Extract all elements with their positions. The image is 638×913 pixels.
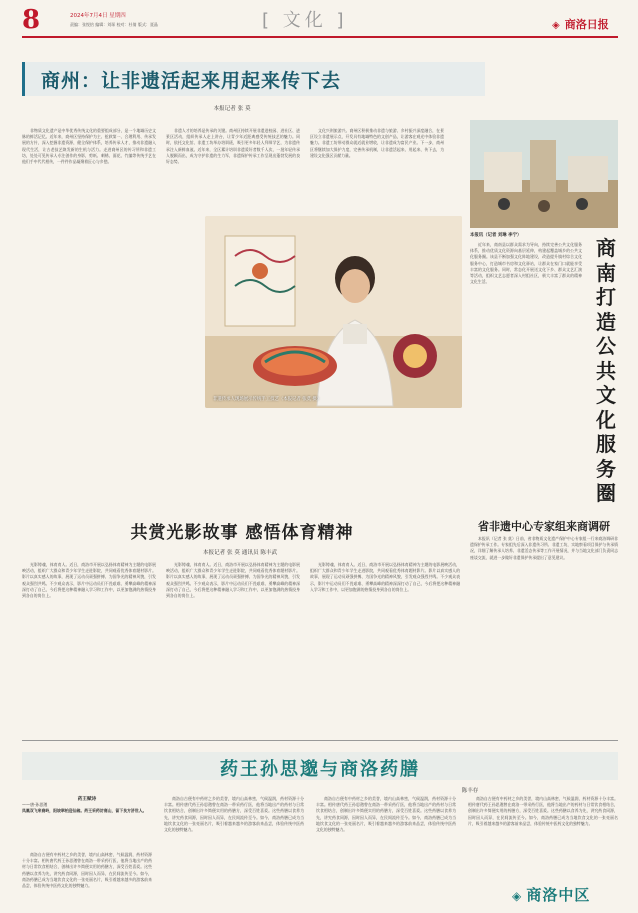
paragraph: 文化兴则旅游兴。商州区积极推动非遗与旅游、乡村振兴深度融合，在景区设立非遗展示点，开发具有地域特色的文创产品，让游客在观光中体验非遗魅力。非遗工坊带动群众就近就业增收，让非遗成为富民产业。下一步，商州区将继续加大保护力度，完善传承机制，让非遗活起来、用起来、传下去，为建设文化强区贡献力量。	[310, 128, 444, 158]
divider-rule	[22, 740, 618, 741]
third-text-col2	[164, 796, 304, 908]
second-text-col3	[310, 562, 460, 708]
poem-subtitle: ——唐·孙思邈	[22, 802, 48, 807]
second-text-col1	[22, 562, 156, 708]
poem-title: 药王赋诗	[77, 797, 97, 802]
third-text-col1	[22, 852, 152, 908]
main-text-col1	[22, 128, 156, 392]
paragraph: 光影铸魂，体育育人。近日，商洛市开展以弘扬体育精神为主题的电影展映活动，组织广大群众和青少年学生走进影院，共同观看优秀体育题材影片。影片以真实感人的故事，展现了运动员顽强拼搏、为国争光的精神风貌，引发观众强烈共鸣。不少观众表示，影片中运动员们不畏艰难、勇攀高峰的精神深深打动了自己，今后将把这种精神融入学习和工作中，以更加饱满的热情投身到各自的岗位上。	[310, 562, 460, 592]
main-photo	[205, 216, 462, 408]
main-title-banner	[22, 62, 485, 96]
poem-box	[22, 796, 152, 852]
paragraph: 本报讯（记者 张 莫）日前，省非物质文化遗产保护中心专家组一行来商洛调研非遗保护传承工作。专家组先后深入非遗传习所、非遗工坊，实地察看项目保护与传承情况，详细了解传承人培养、非遗活态传承等工作开展情况，并与当地文化部门负责同志座谈交流，就进一步做好非遗保护传承提出了意见建议。	[470, 536, 618, 560]
paper-logo	[552, 13, 609, 32]
paragraph: 商洛自古便有中药材之乡的美誉，境内山高林密，气候温润，药材资源十分丰富。相传唐代药王孙思邈曾在商洛一带采药行医，他将当地出产的药材与日常饮食相结合，创制出许多简便实用的药膳方，深受百姓喜爱。这些药膳以食养为先，讲究药食同源，因时因人而异，在民间流传至今。如今，商洛药膳已成为当地饮食文化的一张亮丽名片，吸引着越来越多的游客前来品尝，体验传统中医药文化的独特魅力。	[468, 796, 618, 826]
second-article-title: 共赏光影故事 感悟体育精神	[130, 523, 354, 543]
section-label: [ 文化 ]	[262, 10, 348, 31]
right-second-text	[470, 536, 618, 732]
right-vertical-title: 商南打造公共文化服务圈	[596, 236, 616, 505]
photo-caption: 非遗传承人现场展示传统手工技艺（本报记者 张莫 摄）	[213, 397, 322, 402]
footer-brand	[512, 884, 590, 905]
paragraph: 商洛自古便有中药材之乡的美誉，境内山高林密，气候温润，药材资源十分丰富。相传唐代药王孙思邈曾在商洛一带采药行医，他将当地出产的药材与日常饮食相结合，创制出许多简便实用的药膳方，深受百姓喜爱。这些药膳以食养为先，讲究药食同源，因时因人而异，在民间流传至今。如今，商洛药膳已成为当地饮食文化的一张亮丽名片，吸引着越来越多的游客前来品尝，体验传统中医药文化的独特魅力。	[164, 796, 304, 833]
paragraph: 近年来，商南县以群众需求为导向，持续完善公共文化服务体系，推动优质文化资源向基层延伸，构建起覆盖城乡的公共文化服务圈。该县不断加强文化阵地建设，改造提升镇村综合文化服务中心，打造城市书房和文化驿站，让群众在家门口就能享受丰富的文化服务。同时，常态化开展送文化下乡、群众文艺汇演等活动，组织文艺志愿者深入村组社区，极大丰富了群众的精神文化生活。	[470, 242, 582, 285]
main-title: 商州：让非遗活起来用起来传下去	[41, 70, 342, 92]
paragraph: 非物质文化遗产是中华优秀传统文化的重要组成部分，是一个地域历史文脉的鲜活记忆。近年来，商州区坚持保护为主、抢救第一、合理利用、传承发展的方针，深入挖掘非遗资源，健全保护体系，培养传承人才，推动非遗融入现代生活，让古老技艺焕发新的生机与活力。走进商州区的传习所和非遗工坊，处处可见传承人专注创作的身影，剪纸、刺绣、面花、竹编等传统手艺在他们手中代代相传，一件件作品凝聚着匠心与乡愁。	[22, 128, 156, 165]
footer-brand-name: 商洛中区	[526, 886, 591, 904]
date-line: 2024年7月4日 星期四	[70, 13, 126, 19]
right-second-title: 省非遗中心专家组来商调研	[478, 520, 610, 533]
photo-illustration	[205, 216, 462, 408]
paragraph: 光影铸魂，体育育人。近日，商洛市开展以弘扬体育精神为主题的电影展映活动，组织广大群众和青少年学生走进影院，共同观看优秀体育题材影片。影片以真实感人的故事，展现了运动员顽强拼搏、为国争光的精神风貌，引发观众强烈共鸣。不少观众表示，影片中运动员们不畏艰难、勇攀高峰的精神深深打动了自己，今后将把这种精神融入学习和工作中，以更加饱满的热情投身到各自的岗位上。	[22, 562, 156, 599]
third-byline: 陈丰存	[461, 788, 479, 794]
third-text-col3	[316, 796, 456, 908]
paragraph: 光影铸魂，体育育人。近日，商洛市开展以弘扬体育精神为主题的电影展映活动，组织广大群众和青少年学生走进影院，共同观看优秀体育题材影片。影片以真实感人的故事，展现了运动员顽强拼搏、为国争光的精神风貌，引发观众强烈共鸣。不少观众表示，影片中运动员们不畏艰难、勇攀高峰的精神深深打动了自己，今后将把这种精神融入学习和工作中，以更加饱满的热情投身到各自的岗位上。	[166, 562, 300, 599]
right-photo-illustration	[470, 120, 618, 228]
page-number: 8	[22, 5, 41, 35]
poem-text: 凤凰双飞来商岭，阳坡翠柏迎仙翁。药王采药访商山，留下良方济世人。	[22, 808, 147, 813]
header-rule	[22, 36, 618, 38]
paragraph: 非遗人才的培养是传承的关键。商州区持续开展非遗进校园、进社区、进景区活动，组织传承人走上讲台，让青少年近距离感受传统技艺的魅力。同时，依托文化馆、非遗工坊举办培训班，吸引更多年轻人拜师学艺，为非遗传承注入新鲜血液。近年来，全区累计培训非遗爱好者数千人次，一批年轻传承人脱颖而出，成为守护非遗的生力军，非遗保护传承工作呈现出蓬勃发展的良好态势。	[166, 128, 300, 165]
footer-logo-icon: ◈	[512, 889, 522, 903]
edit-line: 责编：张悦怡 编辑：刘琛 校对：杜倩 版式：聂晶	[70, 22, 158, 27]
main-text-col3	[310, 128, 444, 210]
third-text-col4	[468, 796, 618, 882]
second-text-col2	[166, 562, 300, 708]
second-byline: 本报记者 张 莫 通讯员 陈丰武	[202, 550, 278, 556]
third-title-band	[22, 752, 618, 780]
main-byline: 本报记者 张 莫	[213, 106, 251, 112]
paragraph: 商洛自古便有中药材之乡的美誉，境内山高林密，气候温润，药材资源十分丰富。相传唐代药王孙思邈曾在商洛一带采药行医，他将当地出产的药材与日常饮食相结合，创制出许多简便实用的药膳方，深受百姓喜爱。这些药膳以食养为先，讲究药食同源，因时因人而异，在民间流传至今。如今，商洛药膳已成为当地饮食文化的一张亮丽名片，吸引着越来越多的游客前来品尝，体验传统中医药文化的独特魅力。	[22, 852, 152, 889]
right-photo	[470, 120, 618, 228]
third-article-title: 药王孙思邈与商洛药膳	[220, 759, 420, 780]
paper-logo-icon: ◈	[552, 20, 560, 31]
paper-name: 商洛日报	[564, 18, 609, 31]
paragraph: 商洛自古便有中药材之乡的美誉，境内山高林密，气候温润，药材资源十分丰富。相传唐代药王孙思邈曾在商洛一带采药行医，他将当地出产的药材与日常饮食相结合，创制出许多简便实用的药膳方，深受百姓喜爱。这些药膳以食养为先，讲究药食同源，因时因人而异，在民间流传至今。如今，商洛药膳已成为当地饮食文化的一张亮丽名片，吸引着越来越多的游客前来品尝，体验传统中医药文化的独特魅力。	[316, 796, 456, 833]
fabric-pattern	[225, 236, 295, 326]
right-text-main	[470, 242, 582, 512]
right-photo-caption: 本报讯（记者 刘琳 李宁）	[470, 233, 522, 238]
masthead	[0, 0, 638, 46]
